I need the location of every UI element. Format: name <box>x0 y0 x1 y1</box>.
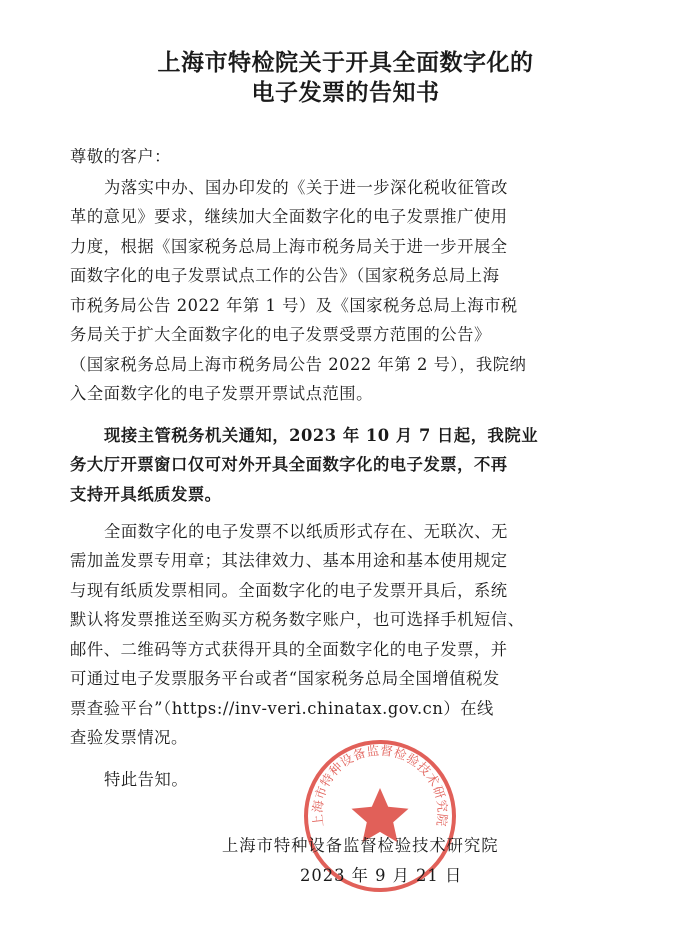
paragraph-line: 需加盖发票专用章；其法律效力、基本用途和基本使用规定 <box>70 551 508 570</box>
paragraph-line: 现接主管税务机关通知，2023 年 10 月 7 日起，我院业 <box>104 426 539 445</box>
signature-date: 2023 年 9 月 21 日 <box>300 866 463 885</box>
paragraph-line: 力度，根据《国家税务总局上海市税务局关于进一步开展全 <box>70 237 508 256</box>
paragraph-line: 全面数字化的电子发票不以纸质形式存在、无联次、无 <box>104 522 508 541</box>
paragraph-line: 为落实中办、国办印发的《关于进一步深化税收征管改 <box>104 178 508 197</box>
paragraph-line: 务大厅开票窗口仅可对外开具全面数字化的电子发票，不再 <box>70 455 508 474</box>
paragraph-line: （国家税务总局上海市税务局公告 2022 年第 2 号），我院纳 <box>70 355 527 374</box>
paragraph-line: 面数字化的电子发票试点工作的公告》（国家税务总局上海 <box>70 266 500 285</box>
title-line-1: 上海市特检院关于开具全面数字化的 <box>157 49 534 76</box>
title-line-2: 电子发票的告知书 <box>251 79 440 106</box>
paragraph-line: 默认将发票推送至购买方税务数字账户，也可选择手机短信、 <box>70 610 525 629</box>
paragraph-line: 邮件、二维码等方式获得开具的全面数字化的电子发票，并 <box>70 640 508 659</box>
paragraph-line: 票查验平台”（https://inv-veri.chinatax.gov.cn）在线 <box>70 699 494 718</box>
closing-text: 特此告知。 <box>104 770 189 789</box>
paragraph-line: 务局关于扩大全面数字化的电子发票受票方范围的公告》 <box>70 325 491 344</box>
paragraph-line: 与现有纸质发票相同。全面数字化的电子发票开具后，系统 <box>70 581 508 600</box>
paragraph-line: 革的意见》要求，继续加大全面数字化的电子发票推广使用 <box>70 207 508 226</box>
paragraph-line: 支持开具纸质发票。 <box>70 485 222 504</box>
greeting: 尊敬的客户： <box>70 147 171 166</box>
paragraph-line: 可通过电子发票服务平台或者“国家税务总局全国增值税发 <box>70 669 500 688</box>
seal-text: 上海市特种设备监督检验技术研究院 <box>309 742 451 828</box>
signature-organization: 上海市特种设备监督检验技术研究院 <box>222 836 499 855</box>
paragraph-line: 入全面数字化的电子发票开票试点范围。 <box>70 384 373 403</box>
paragraph-line: 查验发票情况。 <box>70 728 188 747</box>
paragraph-line: 市税务局公告 2022 年第 1 号）及《国家税务总局上海市税 <box>70 296 518 315</box>
